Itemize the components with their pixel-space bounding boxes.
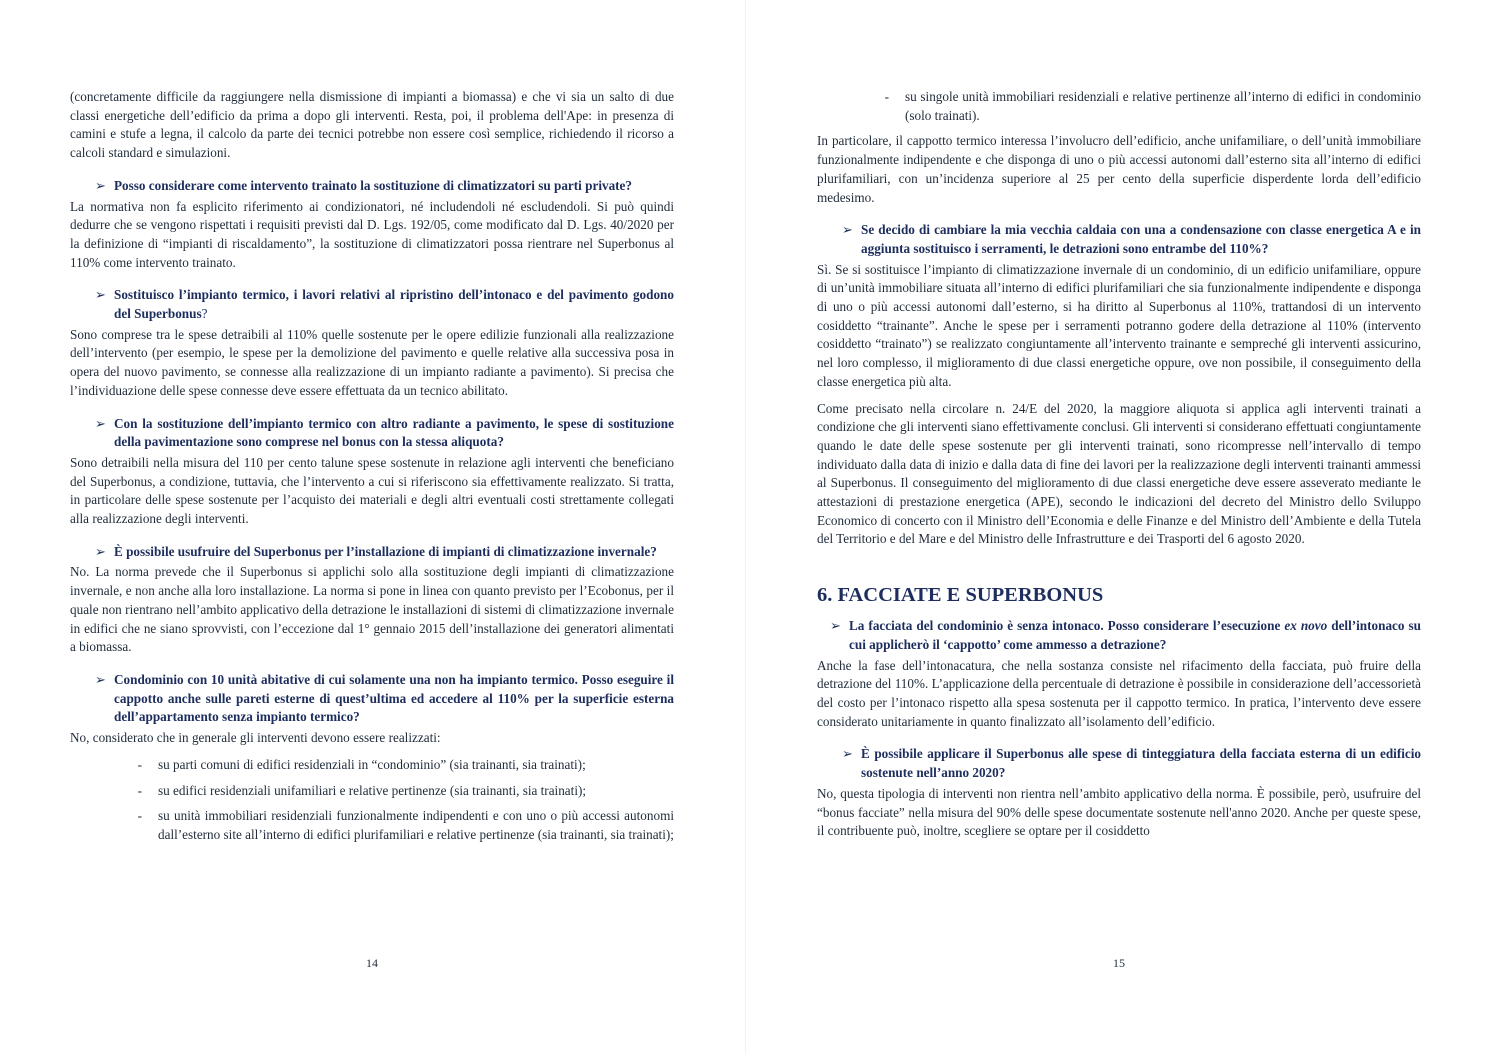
faq-question [70, 177, 674, 196]
arrow-bullet-icon: ➢ [94, 543, 106, 559]
answer-paragraph: Sono detraibili nella misura del 110 per cento talune spese sostenute in relazione agli interventi che beneficiano del Superbonus, a condizione, tuttavia, che l’intervento a cui si riferiscono sia effettivamente realizzato. Si tratta, in particolare delle spese sostenute per l’acquisto dei materiali e degli altri eventuali costi strettamente collegati alla realizzazione degli interventi. [70, 454, 674, 527]
list-item-text: su edifici residenziali unifamiliari e relative pertinenze (sia trainanti, sia trainati); [158, 782, 587, 798]
answer-paragraph: Come precisato nella circolare n. 24/E del 2020, la maggiore aliquota si applica agli interventi trainati a condizione che gli interventi siano effettivamente conclusi. Gli interventi si considerano effettuati congiuntamente quando le date delle spese sostenute per gli interventi trainati, sono ricompresse nell’intervallo di tempo individuato dalla data di inizio e dalla data di fine dei lavori per la realizzazione degli interventi trainanti ammessi al Superbonus. Il conseguimento del miglioramento di due classi energetiche deve essere asseverato mediante le attestazioni di prestazione energetica (APE), secondo le indicazioni del decreto del Ministro dello Sviluppo Economico di concerto con il Ministro dell’Economia e delle Finanze e del Ministro dell’Ambiente e della Tutela del Territorio e del Mare e del Ministro delle Infrastrutture e dei Trasporti del 6 agosto 2020. [817, 400, 1421, 547]
list-item [70, 756, 674, 775]
faq-question [70, 543, 674, 562]
answer-paragraph: No, considerato che in generale gli interventi devono essere realizzati: [70, 730, 441, 746]
arrow-bullet-icon: ➢ [841, 222, 853, 238]
question-text: Sostituisco l’impianto termico, i lavori relativi al ripristino dell’intonaco e del pavimento godono del Superbonus [114, 287, 674, 322]
answer-paragraph: No. La norma prevede che il Superbonus si applichi solo alla sostituzione degli impianti di climatizzazione invernale, e non anche alla loro installazione. La norma si pone in linea con quanto previsto per l’Ecobonus, per il quale non rientrano nell’ambito applicativo della detrazione le installazioni di sistemi di climatizzazione invernale in edifici che ne siano sprovvisti, con l’eccezione dal 1° gennaio 2015 dell’installazione dei generatori alimentati a biomassa. [70, 564, 674, 655]
left-column [70, 88, 674, 852]
arrow-bullet-icon: ➢ [94, 287, 106, 303]
list-item-text: su unità immobiliari residenziali funzionalmente indipendenti e con uno o più accessi autonomi dall’esterno site all’interno di edifici plurifamiliari e relative pertinenze (sia trainanti, sia trainati); [158, 808, 674, 842]
question-text: Se decido di cambiare la mia vecchia caldaia con una a condensazione con classe energetica A e in aggiunta sostituisco i serramenti, le detrazioni sono entrambe del 110%? [861, 222, 1421, 256]
answer-paragraph: La normativa non fa esplicito riferimento ai condizionatori, né includendoli né escludendoli. Si può quindi dedurre che se vengono rispettati i requisiti previsti dal D. Lgs. 192/05, come modificato dal D. Lgs. 40/2020 per la definizione di “impianti di riscaldamento”, la sostituzione di climatizzatori possa rientrare nel Superbonus al 110% come intervento trainato. [70, 198, 674, 270]
list-item-text: su parti comuni di edifici residenziali in “condominio” (sia trainanti, sia trainati); [158, 756, 586, 772]
question-text: Posso considerare come intervento trainato la sostituzione di climatizzatori su parti private? [114, 177, 633, 193]
dash-list [817, 88, 1421, 125]
arrow-bullet-icon: ➢ [94, 415, 106, 431]
answer-paragraph: No, questa tipologia di interventi non rientra nell’ambito applicativo della norma. È possibile, però, usufruire del “bonus facciate” nella misura del 90% delle spese documentate sostenute nell'anno 2020. Anche per queste spese, il contribuente può, inoltre, scegliere se optare per il cosiddetto [817, 785, 1421, 839]
page-right [746, 0, 1491, 1053]
faq-question [70, 415, 674, 452]
dash-icon: - [137, 808, 142, 824]
page-number: 15 [1113, 956, 1125, 970]
arrow-bullet-icon: ➢ [841, 746, 853, 762]
question-emphasis: ex novo [1284, 618, 1328, 634]
paragraph: (concretamente difficile da raggiungere nella dismissione di impianti a biomassa) e che vi sia un salto di due classi energetiche dell’edificio da prima a dopo gli interventi. Resta, poi, il problema dell'Ape: in presenza di camini e stufe a legna, il calcolo da parte dei tecnici potrebbe non essere così semplice, richiedendo il ricorso a calcoli standard e simulazioni. [70, 89, 674, 161]
faq-question [70, 286, 674, 323]
faq-question [817, 221, 1421, 258]
right-column [817, 88, 1421, 849]
question-text: Condominio con 10 unità abitative di cui solamente una non ha impianto termico. Posso eseguire il cappotto anche sulle pareti esterne di quest’ultima ed accedere al 110% per la superficie esterna dell’appartamento senza impianto termico? [114, 671, 674, 725]
question-text: È possibile applicare il Superbonus alle spese di tinteggiatura della facciata esterna di un edificio sostenute nell’anno 2020? [861, 746, 1421, 781]
answer-paragraph: Sono comprese tra le spese detraibili al 110% quelle sostenute per le opere edilizie funzionali alla realizzazione dell’intervento (per esempio, le spese per la demolizione del pavimento e quelle relative alla successiva posa in opera del nuovo pavimento, se connesse alla realizzazione di un impianto radiante a pavimento). Si precisa che l’individuazione delle spese connesse deve essere effettuata da un tecnico abilitato. [70, 326, 674, 398]
dash-icon: - [884, 89, 889, 104]
paragraph: In particolare, il cappotto termico interessa l’involucro dell’edificio, anche unifamiliare, o dell’unità immobiliare funzionalmente indipendente e che disponga di uno o più accessi autonomi dall’esterno sita all’interno di edifici plurifamiliari, con un’incidenza superiore al 25 per cento della superficie disperdente lorda dell’edificio medesimo. [817, 133, 1421, 205]
faq-question [817, 745, 1421, 782]
dash-list [70, 756, 674, 845]
list-item [70, 807, 674, 844]
faq-question [817, 617, 1421, 654]
arrow-bullet-icon: ➢ [829, 618, 841, 634]
section-heading: 6. FACCIATE E SUPERBONUS [817, 584, 1104, 607]
page-left [0, 0, 745, 1053]
answer-paragraph: Anche la fase dell’intonacatura, che nella sostanza consiste nel rifacimento della facciata, può fruire della detrazione del 110%. L’applicazione della percentuale di detrazione è possibile in considerazione dell’accessorietà del costo per l’intonaco rispetto alla spesa sostenuta per il cappotto termico. In pratica, l’intervento deve essere considerato unitariamente in quanto finalizzato all’isolamento dell’edificio. [817, 657, 1421, 729]
question-text: La facciata del condominio è senza intonaco. Posso considerare l’esecuzione [849, 618, 1285, 634]
question-text-end: dell’intonaco su cui applicherò il ‘cappotto’ come ammesso a detrazione? [849, 618, 1422, 652]
answer-paragraph: Sì. Se si sostituisce l’impianto di climatizzazione invernale di un condominio, di un edificio unifamiliare, oppure di un’unità immobiliare situata all’interno di edifici plurifamiliari che sia funzionalmente indipendente e disponga di uno o più accessi autonomi dall’esterno, si ha diritto al Superbonus al 110%, trattandosi di un intervento cosiddetto “trainante”. Anche le spese per i serramenti potranno godere della detrazione al 110% (intervento cosiddetto “trainato”) se realizzato congiuntamente all’intervento trainante e sempreché gli interventi assicurino, nel loro complesso, il miglioramento di due classi energetiche oppure, ove non possibile, il conseguimento della classe energetica più alta. [817, 261, 1421, 389]
question-text: Con la sostituzione dell’impianto termico con altro radiante a pavimento, le spese di sostituzione della pavimentazione sono comprese nel bonus con la stessa aliquota? [114, 415, 674, 450]
question-text: È possibile usufruire del Superbonus per l’installazione di impianti di climatizzazione invernale? [114, 543, 657, 559]
list-item-text: su singole unità immobiliari residenziali e relative pertinenze all’interno di edifici in condominio (solo trainati). [905, 89, 1421, 123]
arrow-bullet-icon: ➢ [94, 671, 106, 687]
list-item [70, 782, 674, 801]
faq-question [70, 671, 674, 727]
question-mark: ? [201, 306, 208, 322]
list-item [817, 88, 1421, 125]
page-number: 14 [366, 956, 378, 970]
arrow-bullet-icon: ➢ [94, 177, 106, 193]
dash-icon: - [137, 782, 142, 798]
dash-icon: - [137, 756, 142, 772]
